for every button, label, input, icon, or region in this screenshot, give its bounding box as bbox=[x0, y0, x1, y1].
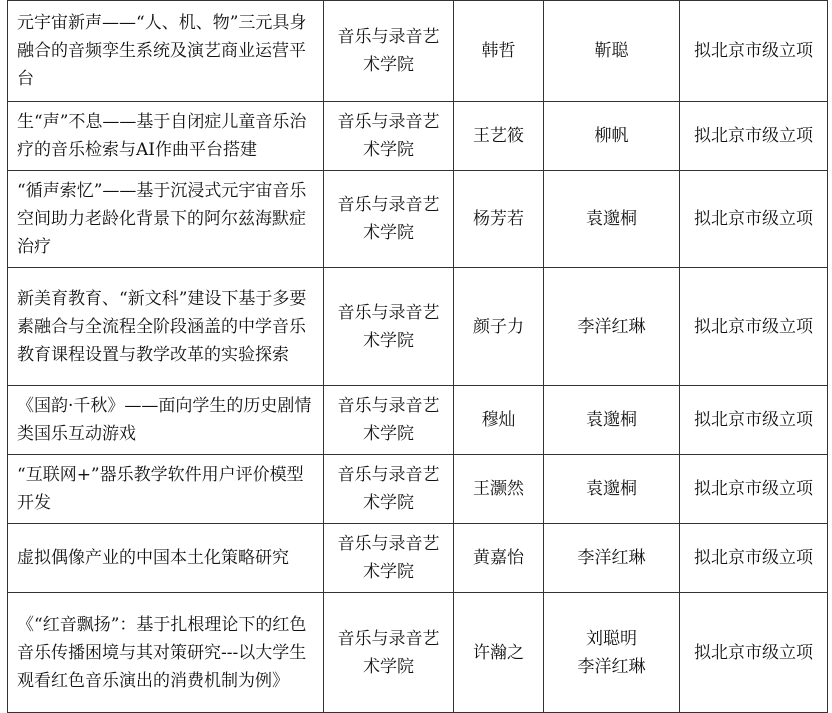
level-cell: 拟北京市级立项 bbox=[680, 102, 828, 171]
advisor-cell bbox=[544, 455, 680, 524]
advisor-cell bbox=[544, 102, 680, 171]
project-title-cell: 《“红音飘扬”：基于扎根理论下的红色音乐传播困境与其对策研究---以大学生观看红色音乐演出的消费机制为例》 bbox=[8, 593, 324, 713]
table-row bbox=[8, 386, 828, 455]
school-cell: 音乐与录音艺术学院 bbox=[324, 171, 454, 268]
level-cell: 拟北京市级立项 bbox=[680, 268, 828, 386]
level-cell: 拟北京市级立项 bbox=[680, 455, 828, 524]
school-cell: 音乐与录音艺术学院 bbox=[324, 455, 454, 524]
advisor-name: 李洋红琳 bbox=[577, 656, 646, 677]
table-row bbox=[8, 524, 828, 593]
table-row bbox=[8, 1, 828, 102]
level-cell: 拟北京市级立项 bbox=[680, 171, 828, 268]
school-cell: 音乐与录音艺术学院 bbox=[324, 593, 454, 713]
project-title-cell: 新美育教育、“新文科”建设下基于多要素融合与全流程全阶段涵盖的中学音乐教育课程设置与教学改革的实验探索 bbox=[8, 268, 324, 386]
table-row bbox=[8, 102, 828, 171]
advisor-cell bbox=[544, 593, 680, 713]
level-cell: 拟北京市级立项 bbox=[680, 524, 828, 593]
leader-cell: 王灏然 bbox=[454, 455, 544, 524]
project-title-cell: 生“声”不息——基于自闭症儿童音乐治疗的音乐检索与AI作曲平台搭建 bbox=[8, 102, 324, 171]
school-cell: 音乐与录音艺术学院 bbox=[324, 524, 454, 593]
advisor-name: 柳帆 bbox=[594, 126, 629, 146]
table-row bbox=[8, 171, 828, 268]
advisor-name: 李洋红琳 bbox=[577, 316, 646, 337]
school-cell: 音乐与录音艺术学院 bbox=[324, 102, 454, 171]
leader-cell: 穆灿 bbox=[454, 386, 544, 455]
table-row bbox=[8, 268, 828, 386]
school-cell: 音乐与录音艺术学院 bbox=[324, 1, 454, 102]
advisor-name: 袁邈桐 bbox=[586, 479, 637, 499]
leader-cell: 杨芳若 bbox=[454, 171, 544, 268]
project-title-cell: 《国韵·千秋》——面向学生的历史剧情类国乐互动游戏 bbox=[8, 386, 324, 455]
advisor-name: 袁邈桐 bbox=[586, 410, 637, 430]
school-cell: 音乐与录音艺术学院 bbox=[324, 268, 454, 386]
advisor-name: 袁邈桐 bbox=[586, 209, 637, 229]
project-title-cell: 元宇宙新声——“人、机、物”三元具身融合的音频孪生系统及演艺商业运营平台 bbox=[8, 1, 324, 102]
leader-cell: 王艺筱 bbox=[454, 102, 544, 171]
project-title-cell: “循声索忆”——基于沉浸式元宇宙音乐空间助力老龄化背景下的阿尔兹海默症治疗 bbox=[8, 171, 324, 268]
leader-cell: 黄嘉怡 bbox=[454, 524, 544, 593]
table-row bbox=[8, 455, 828, 524]
leader-cell: 颜子力 bbox=[454, 268, 544, 386]
advisor-name: 靳聪 bbox=[594, 41, 629, 61]
leader-cell: 许瀚之 bbox=[454, 593, 544, 713]
project-table bbox=[7, 0, 828, 713]
advisor-cell bbox=[544, 524, 680, 593]
advisor-cell bbox=[544, 1, 680, 102]
leader-cell: 韩哲 bbox=[454, 1, 544, 102]
table-row bbox=[8, 593, 828, 713]
advisor-cell bbox=[544, 171, 680, 268]
advisor-cell bbox=[544, 386, 680, 455]
project-table-body bbox=[8, 1, 828, 713]
level-cell: 拟北京市级立项 bbox=[680, 1, 828, 102]
level-cell: 拟北京市级立项 bbox=[680, 386, 828, 455]
school-cell: 音乐与录音艺术学院 bbox=[324, 386, 454, 455]
advisor-cell bbox=[544, 268, 680, 386]
advisor-name: 李洋红琳 bbox=[577, 548, 646, 568]
project-title-cell: “互联网+”器乐教学软件用户评价模型开发 bbox=[8, 455, 324, 524]
level-cell: 拟北京市级立项 bbox=[680, 593, 828, 713]
project-title-cell: 虚拟偶像产业的中国本土化策略研究 bbox=[8, 524, 324, 593]
advisor-name: 刘聪明 bbox=[586, 628, 637, 649]
